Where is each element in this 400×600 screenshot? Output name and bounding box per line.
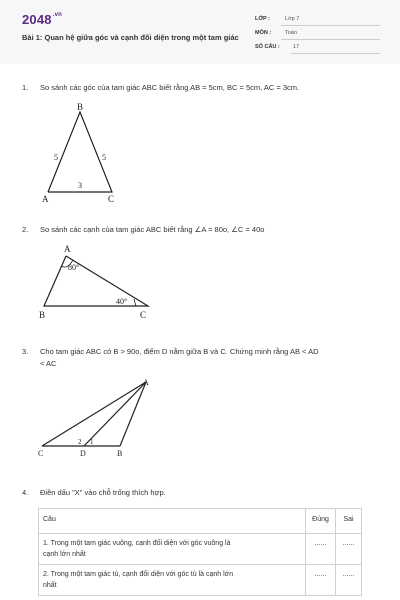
meta-value: Lớp 7 — [285, 16, 300, 22]
answer-false-blank[interactable]: ...... — [336, 565, 362, 596]
statement-cell — [39, 565, 306, 596]
table-row — [39, 565, 362, 596]
vertex-label-a: A — [143, 378, 149, 387]
question-3 — [22, 346, 382, 370]
answer-false-blank[interactable]: ...... — [336, 534, 362, 565]
question-2 — [22, 224, 382, 236]
question-number: 3. — [22, 347, 29, 356]
meta-key: SỐ CÂU : — [255, 44, 280, 50]
meta-underline — [281, 25, 380, 26]
question-text: So sánh các góc của tam giác ABC biết rằng AB = 5cm, BC = 5cm, AC = 3cm. — [40, 83, 300, 92]
question-text: So sánh các cạnh của tam giác ABC biết rằng ∠A = 80o, ∠C = 40o — [40, 225, 265, 234]
triangle-abc — [48, 112, 112, 192]
side-label-bc: 5 — [102, 153, 106, 162]
document-title: Bài 1: Quan hệ giữa góc và cạnh đối diện trong một tam giác — [22, 33, 239, 42]
statement-cell — [39, 534, 306, 565]
meta-underline — [291, 53, 380, 54]
angle-label-a: 80° — [68, 263, 80, 272]
vertex-label-c: C — [108, 194, 115, 204]
statement-line-1: 1. Trong một tam giác vuông, cạnh đối diện với góc vuông là — [43, 540, 231, 547]
answer-true-blank[interactable]: ...... — [306, 534, 336, 565]
answer-true-blank[interactable]: ...... — [306, 565, 336, 596]
meta-value: 17 — [293, 44, 300, 50]
figure-triangle-2 — [36, 242, 166, 322]
meta-count — [255, 42, 380, 54]
logo-text: 2048 — [22, 12, 52, 27]
table-row — [39, 534, 362, 565]
side-label-ab: 5 — [54, 153, 58, 162]
site-logo[interactable] — [22, 12, 62, 27]
question-text: Điền dấu "X" vào chỗ trống thích hợp. — [40, 488, 166, 497]
statement-line-2: nhất — [43, 582, 57, 589]
table-header-cell: Đúng — [306, 509, 336, 534]
vertex-label-c: C — [140, 310, 147, 320]
triangle-abc — [44, 256, 148, 306]
meta-value: Toán — [285, 30, 297, 36]
meta-class — [255, 14, 380, 26]
table-header-cell: Câu — [39, 509, 306, 534]
meta-subject — [255, 28, 380, 40]
angle-label-2: 2 — [78, 438, 82, 446]
statement-line-1: 2. Trong một tam giác tù, cạnh đối diện với góc tù là cạnh lớn — [43, 571, 234, 578]
vertex-label-b: B — [77, 102, 84, 112]
table-header-cell: Sai — [336, 509, 362, 534]
vertex-label-a: A — [64, 244, 71, 254]
question-text-line-2: < AC — [40, 359, 57, 368]
segment-ba — [120, 382, 146, 446]
meta-key: LỚP : — [255, 16, 270, 22]
angle-label-c: 40° — [116, 297, 128, 306]
answer-table — [38, 508, 362, 596]
logo-suffix: .vn — [52, 12, 63, 18]
question-4 — [22, 487, 382, 499]
page-header — [0, 0, 400, 64]
figure-triangle-1 — [38, 100, 138, 208]
angle-arc-c — [134, 299, 136, 306]
vertex-label-b: B — [39, 310, 46, 320]
statement-line-2: cạnh lớn nhất — [43, 551, 86, 558]
vertex-label-d: D — [80, 449, 86, 458]
vertex-label-b: B — [117, 449, 123, 458]
question-text — [40, 346, 382, 370]
question-number: 1. — [22, 83, 29, 92]
side-label-ac: 3 — [78, 181, 82, 190]
angle-label-1: 1 — [90, 438, 94, 446]
table-header-row — [39, 509, 362, 534]
vertex-label-c: C — [38, 449, 44, 458]
question-1 — [22, 82, 382, 94]
question-number: 2. — [22, 225, 29, 234]
meta-key: MÔN : — [255, 30, 272, 36]
question-text-line-1: Cho tam giác ABC có B > 90o, điểm D nằm giữa B và C. Chứng minh rằng AB < AD — [40, 347, 319, 356]
vertex-label-a: A — [42, 194, 49, 204]
question-number: 4. — [22, 488, 29, 497]
meta-underline — [281, 39, 380, 40]
figure-triangle-3 — [34, 376, 164, 460]
